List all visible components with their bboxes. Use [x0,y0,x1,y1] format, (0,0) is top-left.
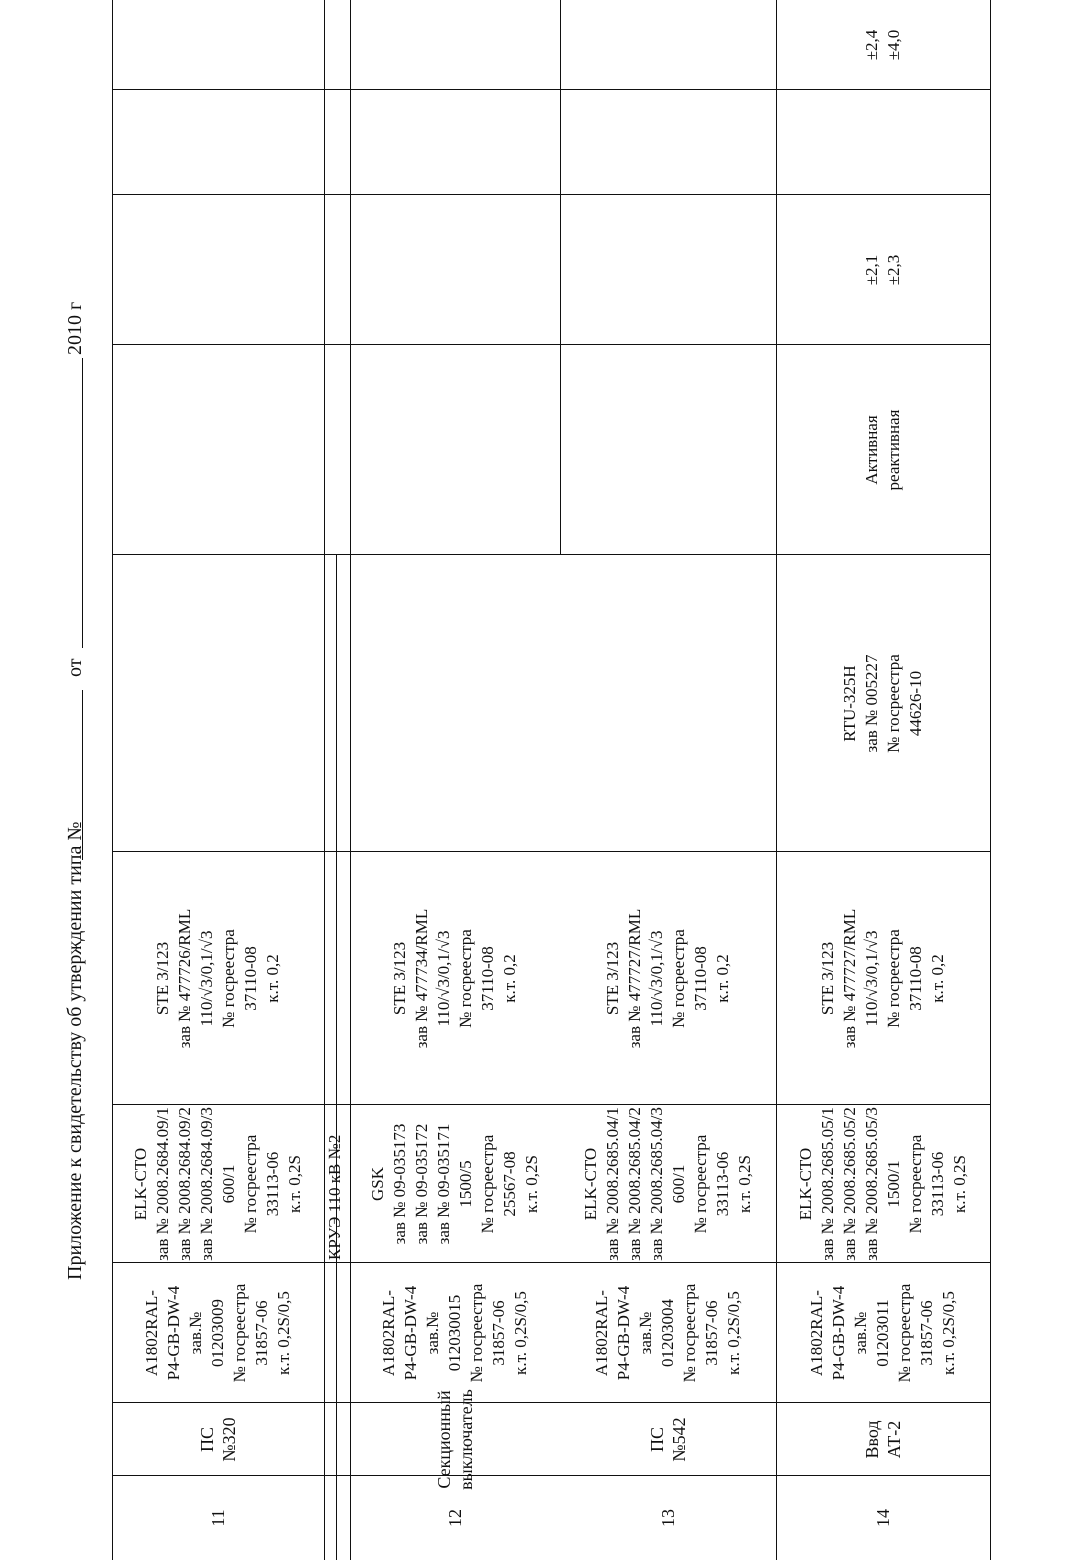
row-number: 12 [445,1509,465,1527]
header-from-label: от [64,658,86,677]
row-meter: A1802RAL- P4-GB-DW-4 зав.№ 01203009 № госреестра 31857-06 к.т. 0,2S/0,5 [142,1283,293,1383]
table-rule [324,0,325,1560]
row-current-transformer: ELK-CTO зав № 2008.2685.05/1 зав № 2008.2685.05/2 зав № 2008.2685.05/3 1500/1 № госреестра 33113-06 к.т. 0,2S [796,1107,969,1261]
row-object-name: ПС №542 [647,1417,689,1462]
row-current-transformer: ELK-CTO зав № 2008.2684.09/1 зав № 2008.2684.09/2 зав № 2008.2684.09/3 600/1 № госреестра 33113-06 к.т. 0,2S [131,1107,304,1261]
header-year: 2010 г [64,301,86,355]
row-voltage-transformer: STE 3/123 зав № 477726/RML 110/√3/0,1/√3 № госреестра 37110-08 к.т. 0,2 [153,908,282,1049]
row-voltage-transformer: STE 3/123 зав № 477734/RML 110/√3/0,1/√3 № госреестра 37110-08 к.т. 0,2 [390,908,519,1049]
table-rule [990,0,991,1560]
row-meter: A1802RAL- P4-GB-DW-4 зав.№ 01203004 № госреестра 31857-06 к.т. 0,2S/0,5 [592,1283,743,1383]
row-data-collector: RTU-325H зав № 005227 № госреестра 44626-10 [840,654,925,753]
row-number: 14 [873,1509,893,1527]
header-title: Приложение к свидетельству об утверждении типа № [64,821,86,1280]
row-error-working: ±2,4 ±4,0 [862,29,903,61]
row-number: 13 [658,1509,678,1527]
row-energy-type: Активная реактивная [862,409,903,491]
row-current-transformer: GSK зав № 09-035173 зав № 09-035172 зав № 09-035171 1500/5 № госреестра 25567-08 к.т. 0,2S [368,1123,541,1245]
row-current-transformer: ELK-CTO зав № 2008.2685.04/1 зав № 2008.2685.04/2 зав № 2008.2685.04/3 600/1 № госреестра 33113-06 к.т. 0,2S [581,1107,754,1261]
row-error-basic: ±2,1 ±2,3 [862,254,903,286]
table-rule [560,0,561,555]
row-voltage-transformer: STE 3/123 зав № 477727/RML 110/√3/0,1/√3 № госреестра 37110-08 к.т. 0,2 [603,908,732,1049]
table-rule [350,0,351,555]
table-rule [336,555,337,1560]
row-meter: A1802RAL- P4-GB-DW-4 зав.№ 012030015 № госреестра 31857-06 к.т. 0,2S/0,5 [379,1283,530,1383]
row-object-name: ПС №320 [197,1417,239,1462]
section-banner: КРУЭ 110 кВ №2 [325,1134,344,1260]
row-meter: A1802RAL- P4-GB-DW-4 зав.№ 01203011 № госреестра 31857-06 к.т. 0,2S/0,5 [807,1283,958,1383]
row-object-name: Секционный выключатель [434,1389,476,1490]
row-voltage-transformer: STE 3/123 зав № 477727/RML 110/√3/0,1/√3 № госреестра 37110-08 к.т. 0,2 [818,908,947,1049]
row-number: 11 [208,1509,228,1527]
row-object-name: Ввод АТ-2 [862,1420,904,1459]
